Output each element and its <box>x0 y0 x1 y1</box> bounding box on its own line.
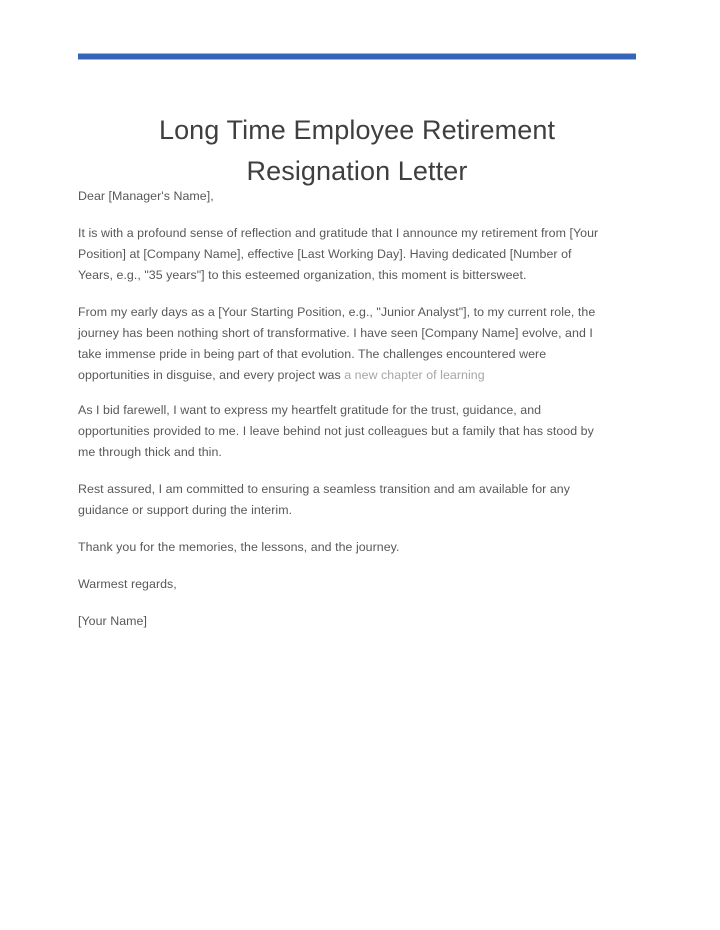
body-paragraph-2-faded-tail: a new chapter of learning <box>344 368 485 382</box>
body-paragraph-2-main: From my early days as a [Your Starting Position, e.g., "Junior Analyst"], to my current role, the journey has been nothing short of transformative. I have seen [Company Name] evolve, and I take immense pride in being part of that evolution. The challenges encountered were opportunities in disguise, and every project was <box>78 305 596 382</box>
body-paragraph-2 <box>78 302 606 386</box>
header-accent-rule <box>78 54 636 59</box>
body-paragraph-5: Thank you for the memories, the lessons, and the journey. <box>78 540 400 554</box>
letter-body <box>78 186 606 632</box>
body-paragraph-3: As I bid farewell, I want to express my heartfelt gratitude for the trust, guidance, and opportunities provided to me. I leave behind not just colleagues but a family that has stood by me through thick and thin. <box>78 403 594 459</box>
body-paragraph-1: It is with a profound sense of reflection and gratitude that I announce my retirement from [Your Position] at [Company Name], effective [Last Working Day]. Having dedicated [Number of Years, e.g., "35 years"] to this esteemed organization, this moment is bittersweet. <box>78 226 599 282</box>
body-paragraph-4: Rest assured, I am committed to ensuring a seamless transition and am available for any guidance or support during the interim. <box>78 482 570 517</box>
page-title-line-2: Resignation Letter <box>246 156 468 187</box>
closing: Warmest regards, <box>78 577 177 591</box>
signature: [Your Name] <box>78 614 147 628</box>
page-title-line-1: Long Time Employee Retirement <box>158 115 556 146</box>
page-title <box>78 110 636 192</box>
salutation: Dear [Manager's Name], <box>78 189 214 203</box>
